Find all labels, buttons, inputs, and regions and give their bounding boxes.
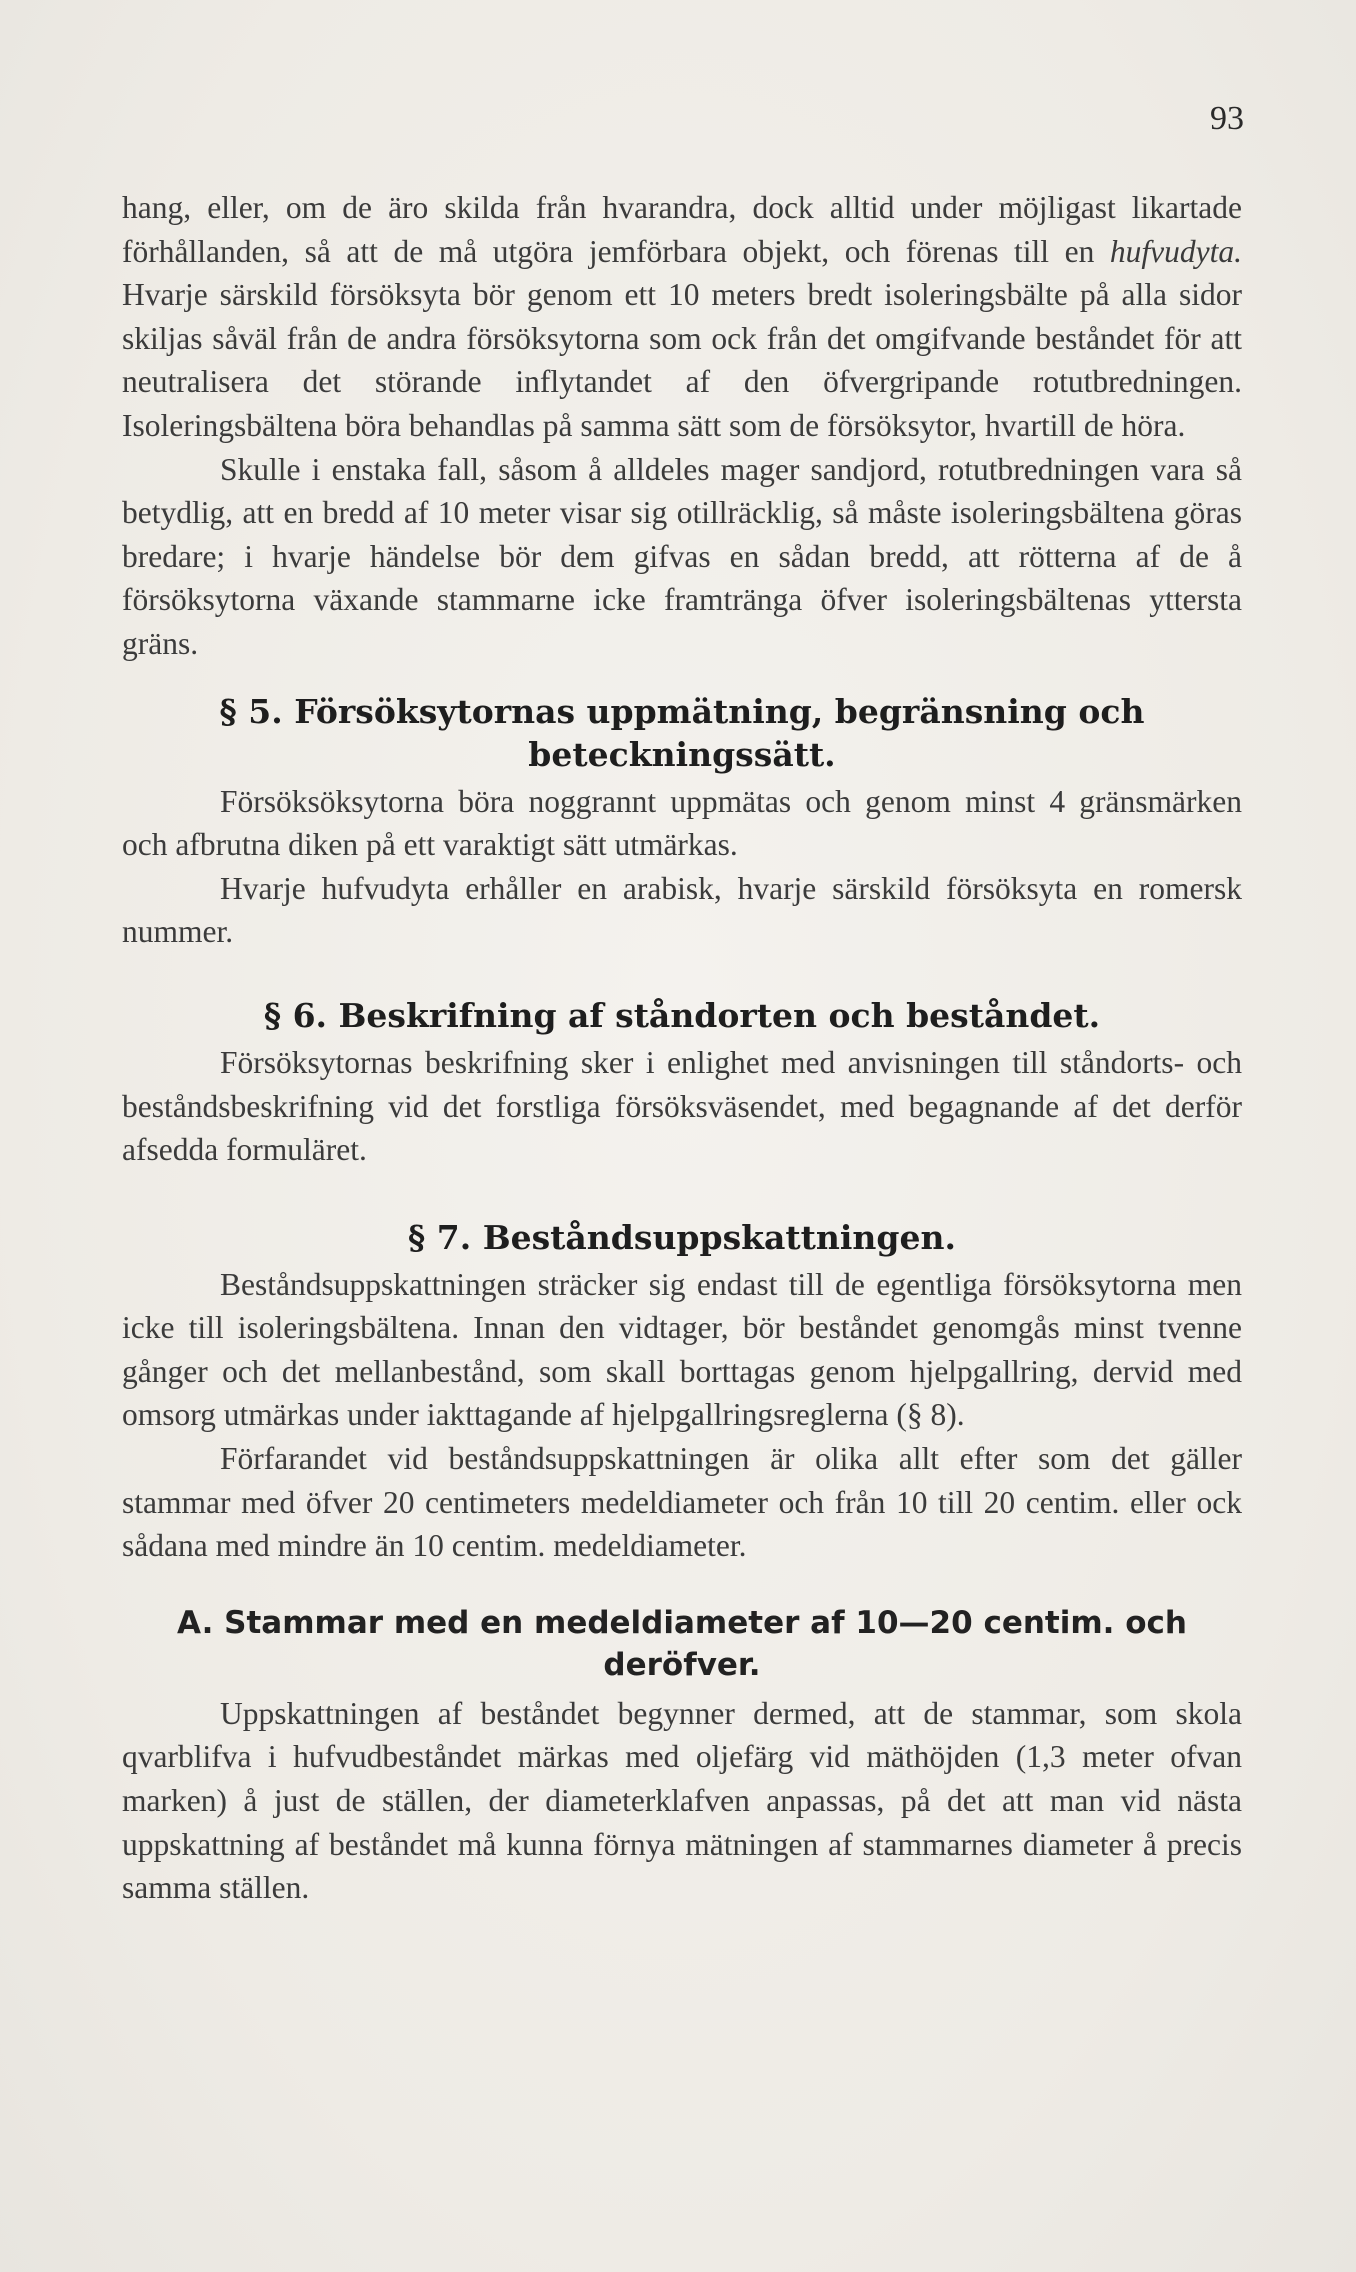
section-heading-5: § 5. Försöksytornas uppmätning, begränsning och beteckningssätt. [219, 691, 1145, 774]
paragraph: Försöksöksytorna böra noggrannt uppmätas och genom minst 4 gränsmärken och afbrutna diken på ett varaktigt sätt utmärkas. [122, 783, 1242, 863]
paragraph-continuation [122, 186, 1242, 448]
section-heading-6: § 6. Beskrifning af ståndorten och beståndet. [263, 995, 1101, 1035]
paragraph-text: hang, eller, om de äro skilda från hvarandra, dock alltid under möjligast likartade förhållanden, så att de må utgöra jemförbara objekt, och förenas till en [122, 190, 1242, 269]
italic-term: hufvudyta. [1109, 233, 1242, 269]
paragraph: Beståndsuppskattningen sträcker sig endast till de egentliga försöksytorna men icke till isoleringsbältena. Innan den vidtager, bör beståndet genomgås minst tvenne gånger och det mellanbestånd, som skall borttagas genom hjelpgallring, dervid med omsorg utmärkas under iakttagande af hjelpgallringsreglerna (§ 8). [122, 1266, 1242, 1433]
paragraph: Uppskattningen af beståndet begynner dermed, att de stammar, som skola qvarblifva i hufvudbeståndet märkas med oljefärg vid mäthöjden (1,3 meter ofvan marken) å just de ställen, der diameterklafven anpassas, på det att man vid nästa uppskattning af beståndet må kunna förnya mätningen af stammarnes diameter å precis samma ställen. [122, 1695, 1242, 1906]
body-text [122, 186, 1242, 1910]
paragraph: Försöksytornas beskrifning sker i enlighet med anvisningen till ståndorts- och beståndsbeskrifning vid det forstliga försöksväsendet, med begagnande af det derför afsedda formuläret. [122, 1044, 1242, 1168]
section-heading-7: § 7. Beståndsuppskattningen. [408, 1217, 956, 1257]
subsection-heading-a: A. Stammar med en medeldiameter af 10—20 centim. och deröfver. [177, 1604, 1187, 1683]
paragraph: Skulle i enstaka fall, såsom å alldeles mager sandjord, rotutbredningen vara så betydlig, att en bredd af 10 meter visar sig otillräcklig, så måste isoleringsbältena göras bredare; i hvarje händelse bör dem gifvas en sådan bredd, att rötterna af de å försöksytorna växande stammarne icke framtränga öfver isoleringsbältenas yttersta gräns. [122, 451, 1242, 661]
paragraph: Hvarje hufvudyta erhåller en arabisk, hvarje särskild försöksyta en romersk nummer. [122, 870, 1242, 950]
paragraph: Förfarandet vid beståndsuppskattningen är olika allt efter som det gäller stammar med öfver 20 centimeters medeldiameter och från 10 till 20 centim. eller ock sådana med mindre än 10 centim. medeldiameter. [122, 1441, 1242, 1564]
page-number: 93 [1210, 100, 1244, 137]
paragraph-text: Hvarje särskild försöksyta bör genom ett 10 meters bredt isoleringsbälte på alla sidor skiljas såväl från de andra försöksytorna som ock från det omgifvande beståndet för att neutralisera det störande inflytandet af den öfvergripande rotutbredningen. Isoleringsbältena böra behandlas på samma sätt som de försöksytor, hvartill de höra. [122, 277, 1242, 443]
